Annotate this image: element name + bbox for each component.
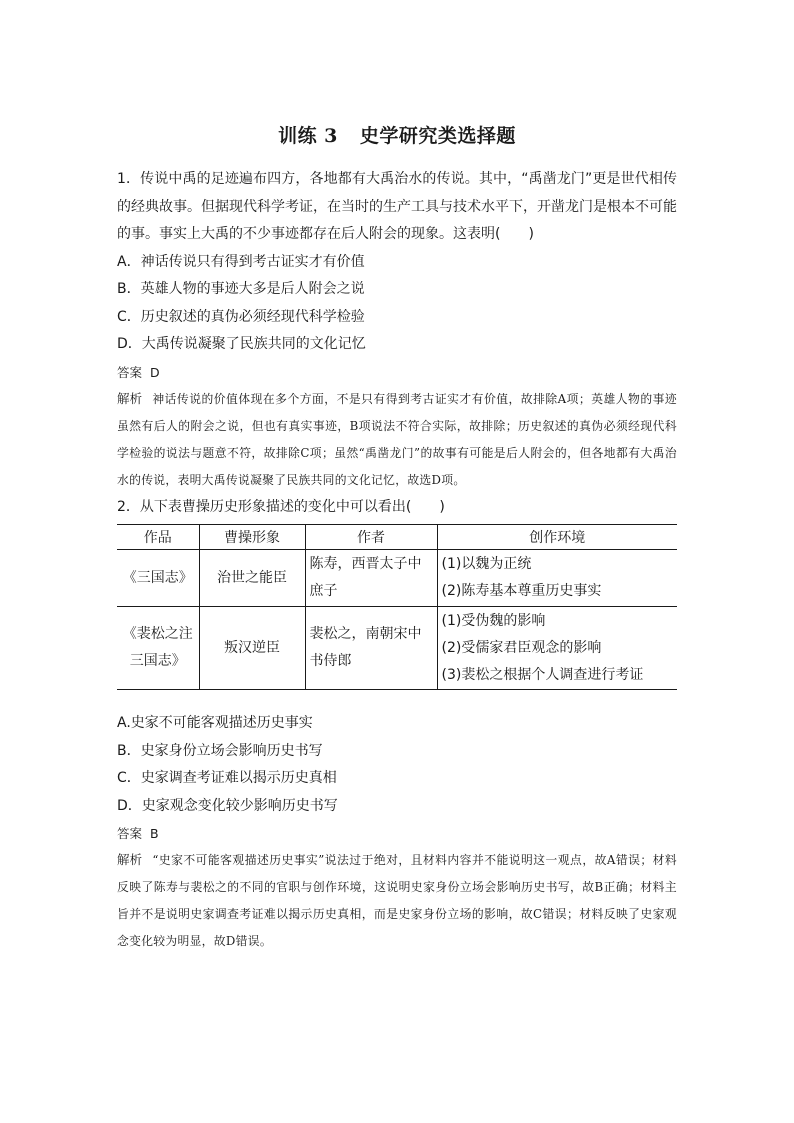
question-2-stem: 2．从下表曹操历史形象描述的变化中可以看出( )	[117, 498, 445, 515]
table-header: 作者	[305, 525, 437, 550]
environment-item: (3)裴松之根据个人调查进行考证	[441, 666, 644, 683]
table-cell-author: 陈寿，西晋太子中庶子	[305, 550, 437, 607]
environment-item: (2)受儒家君臣观念的影响	[441, 639, 602, 656]
question-1-option-a: A．神话传说只有得到考古证实才有价值	[117, 253, 365, 270]
environment-item: (1)受伪魏的影响	[441, 612, 546, 629]
table-header: 作品	[117, 525, 199, 550]
explanation-label: 解析	[117, 852, 143, 867]
environment-item: (2)陈寿基本尊重历史事实	[441, 583, 602, 599]
question-2-option-c: C．史家调查考证难以揭示历史真相	[117, 770, 337, 786]
table-cell-author: 裴松之，南朝宋中书侍郎	[305, 607, 437, 690]
table-cell-environment	[437, 550, 677, 607]
question-2-explanation	[117, 846, 677, 955]
table-row	[117, 550, 677, 607]
question-1-option-d: D．大禹传说凝聚了民族共同的文化记忆	[117, 336, 366, 352]
question-1-option-b: B．英雄人物的事迹大多是后人附会之说	[117, 281, 365, 297]
question-1-explanation	[117, 385, 677, 494]
question-2-option-a: A.史家不可能客观描述历史事实	[117, 715, 313, 731]
page-title-main: 训练 3	[278, 125, 338, 147]
content	[117, 166, 677, 955]
question-2-option-d: D．史家观念变化较少影响历史书写	[117, 797, 338, 814]
explanation-text: 神话传说的价值体现在多个方面，不是只有得到考古证实才有价值，故排除A项；英雄人物的事迹虽然有后人的附会之说，但也有真实事迹，B项说法不符合实际，故排除；历史叙述的真伪必须经现代科学检验的说法与题意不符，故排除C项；虽然“禹凿龙门”的故事有可能是后人附会的，但各地都有大禹治水的传说，表明大禹传说凝聚了民族共同的文化记忆，故选D项。	[117, 391, 677, 487]
question-1-answer	[117, 361, 677, 385]
question-2-answer	[117, 822, 677, 846]
answer-label: 答案	[117, 826, 143, 841]
answer-value: D	[150, 364, 160, 380]
environment-item: (1)以魏为正统	[441, 556, 532, 572]
question-1-option-c: C．历史叙述的真伪必须经现代科学检验	[117, 308, 365, 325]
explanation-text: “史家不可能客观描述历史事实”说法过于绝对，且材料内容并不能说明这一观点，故A错误；材料反映了陈寿与裴松之的不同的官职与创作环境，这说明史家身份立场会影响历史书写，故B正确；材料主旨并不是说明史家调查考证难以揭示历史真相，而是史家身份立场的影响，故C错误；材料反映了史家观念变化较为明显，故D错误。	[117, 853, 677, 948]
answer-value: B	[150, 826, 159, 841]
table-cell-environment	[437, 607, 677, 690]
cao-cao-table	[117, 524, 677, 690]
page-title	[0, 121, 794, 148]
table-row	[117, 607, 677, 690]
table-cell-work: 《三国志》	[117, 550, 199, 607]
table-header: 创作环境	[437, 525, 677, 550]
table-header-row	[117, 525, 677, 550]
table-cell-image: 叛汉逆臣	[199, 607, 305, 690]
explanation-label: 解析	[117, 390, 143, 406]
answer-label: 答案	[117, 364, 143, 380]
table-cell-image: 治世之能臣	[199, 550, 305, 607]
table-cell-work: 《裴松之注三国志》	[117, 607, 199, 690]
table-header: 曹操形象	[199, 525, 305, 550]
question-1-stem: 1．传说中禹的足迹遍布四方，各地都有大禹治水的传说。其中，“禹凿龙门”更是世代相传的经典故事。但据现代科学考证，在当时的生产工具与技术水平下，开凿龙门是根本不可能的事。事实上大禹的不少事迹都存在后人附会的现象。这表明( )	[117, 171, 677, 242]
question-2	[117, 494, 677, 956]
question-1	[117, 166, 677, 494]
page-title-sub: 史学研究类选择题	[359, 125, 516, 147]
question-2-option-b: B．史家身份立场会影响历史书写	[117, 742, 323, 759]
